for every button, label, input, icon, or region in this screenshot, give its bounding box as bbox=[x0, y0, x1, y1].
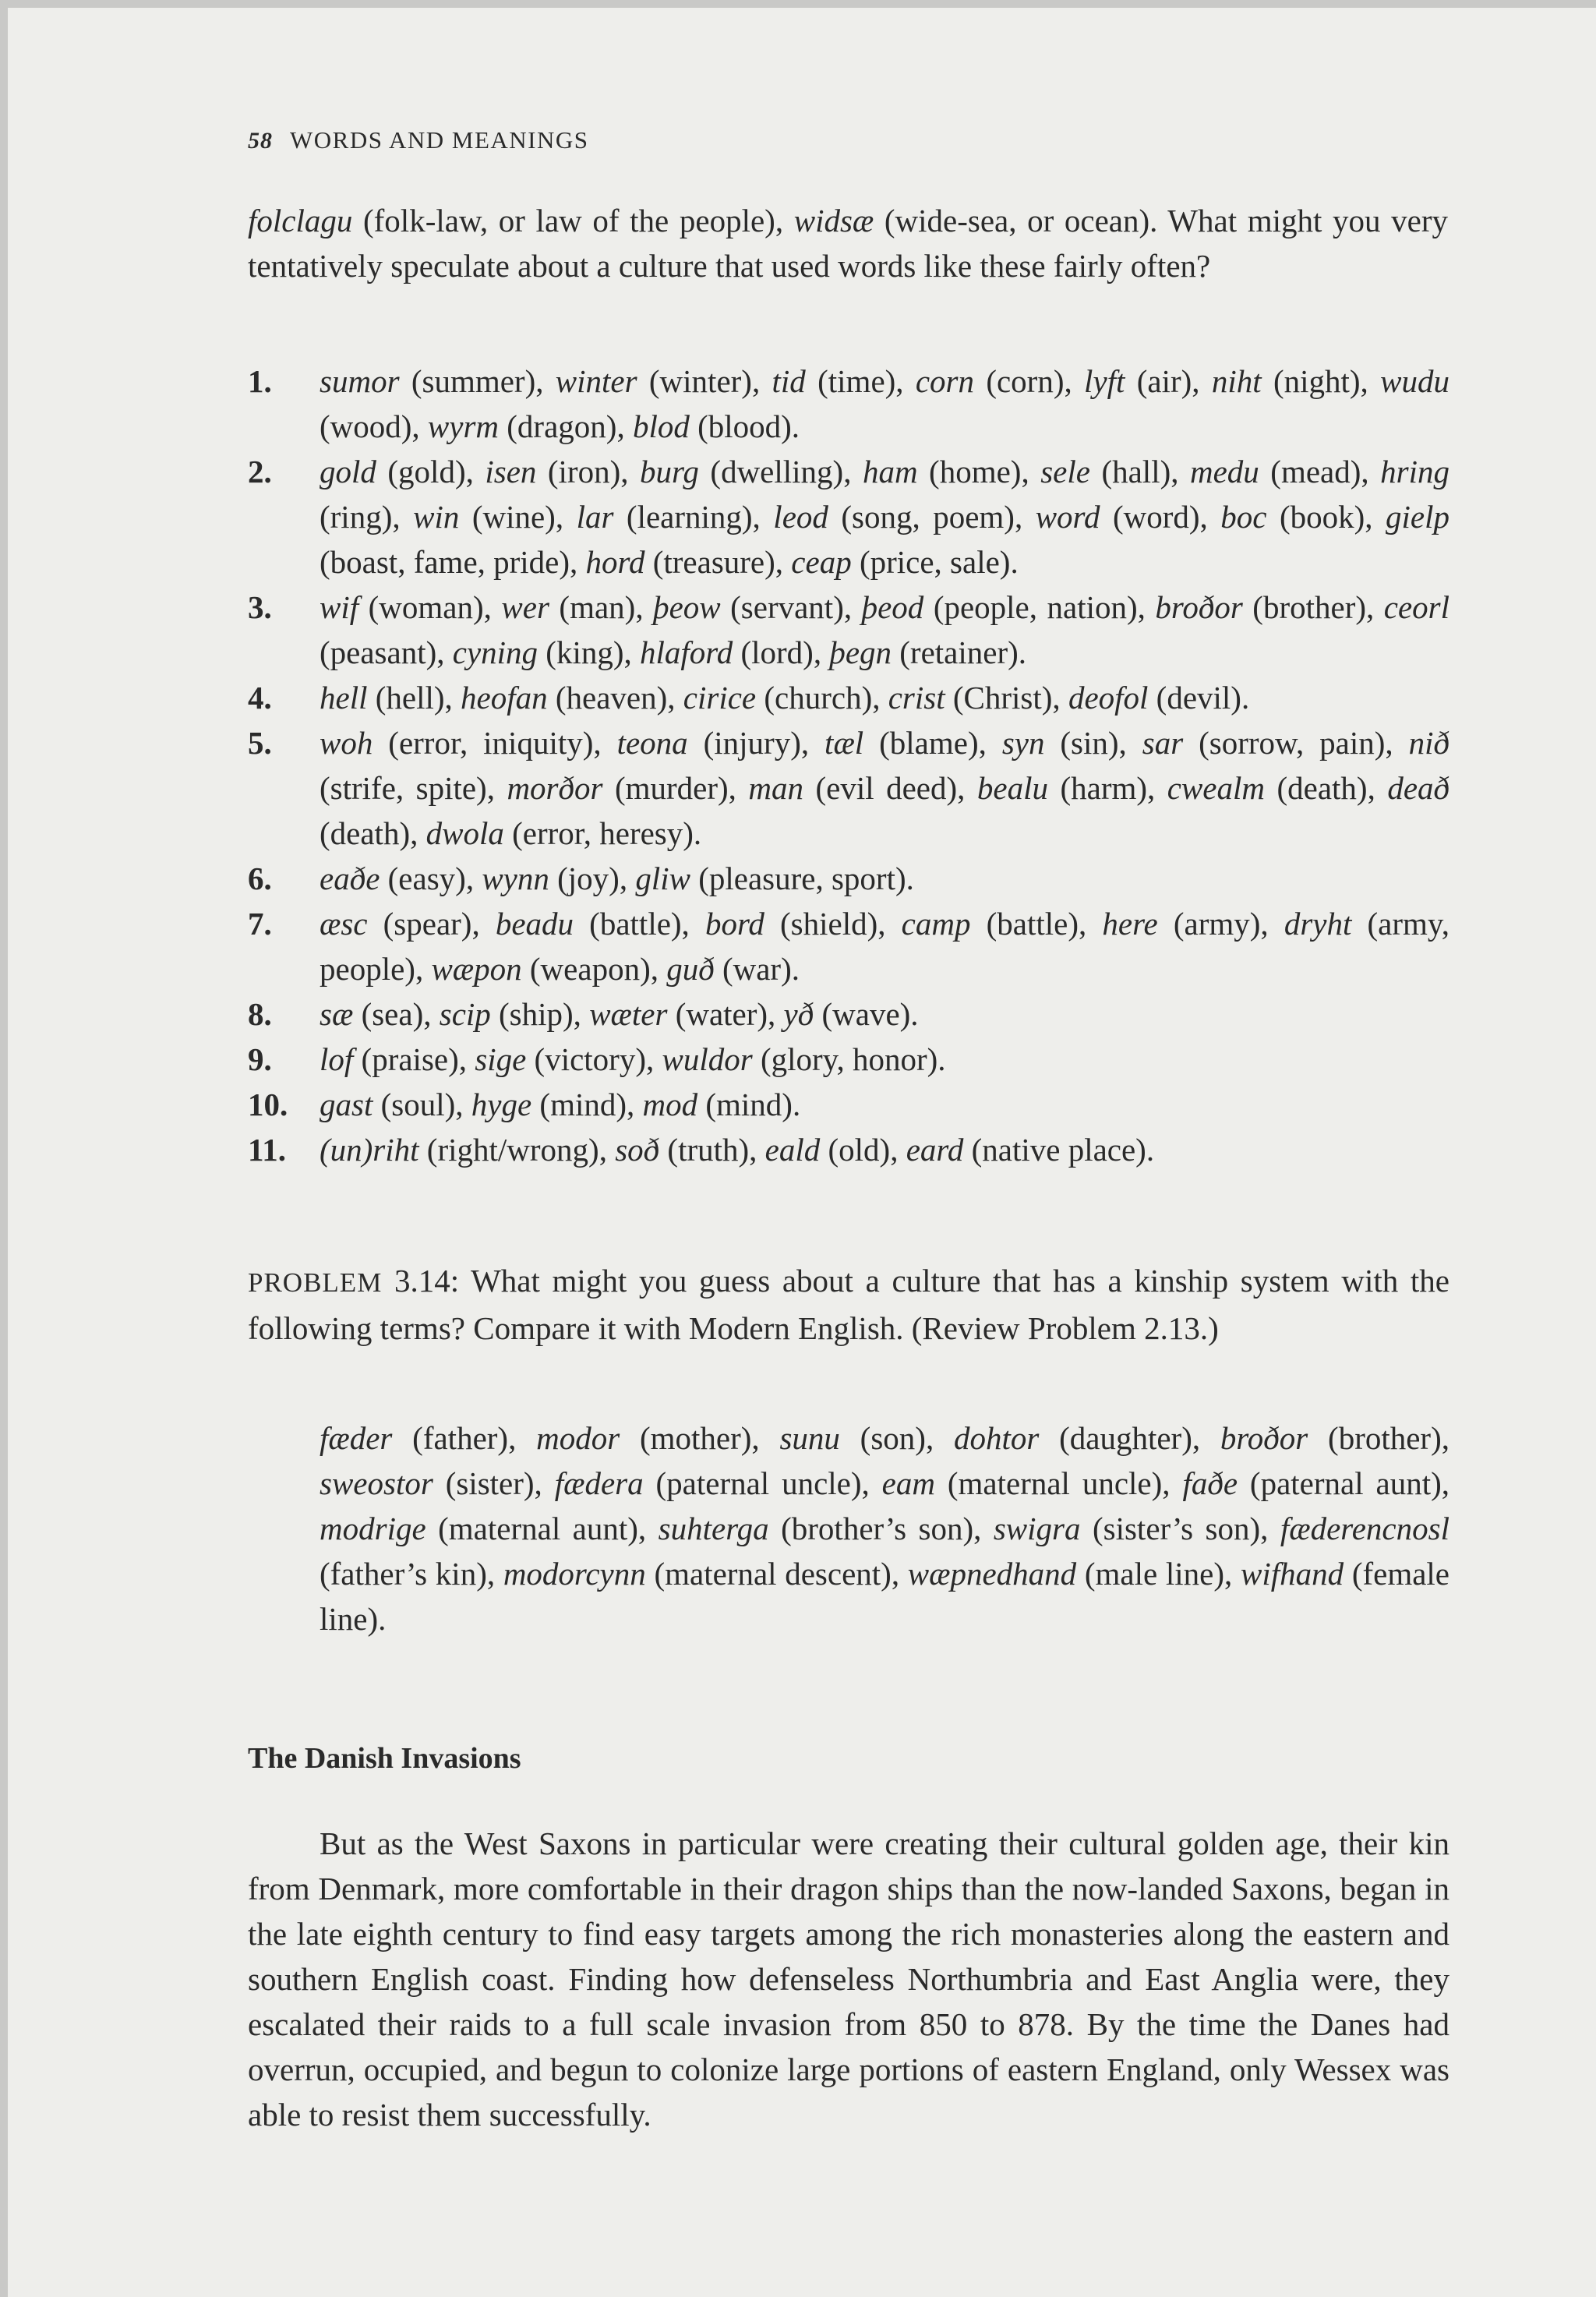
page-number: 58 bbox=[248, 128, 273, 154]
gloss-text: (mind), bbox=[531, 1087, 643, 1122]
gloss-text: (glory, honor). bbox=[752, 1041, 946, 1077]
old-english-word: dohtor bbox=[953, 1420, 1040, 1456]
gloss-text: (shield), bbox=[764, 906, 902, 942]
old-english-word: hring bbox=[1380, 454, 1449, 489]
list-item bbox=[248, 1127, 1449, 1172]
gloss-text: (sorrow, pain), bbox=[1183, 725, 1409, 761]
old-english-word: teona bbox=[616, 725, 688, 761]
gloss-text: (truth), bbox=[659, 1132, 765, 1168]
old-english-word: dwola bbox=[425, 815, 504, 851]
old-english-word: tid bbox=[772, 363, 806, 399]
old-english-word: wer bbox=[501, 589, 549, 625]
old-english-word: bord bbox=[704, 906, 764, 942]
gloss-text: (home), bbox=[917, 454, 1041, 489]
old-english-word: hord bbox=[585, 544, 645, 580]
gloss-text: (mead), bbox=[1259, 454, 1381, 489]
gloss-text: (army, people), bbox=[320, 906, 1449, 987]
list-item bbox=[248, 901, 1449, 991]
gloss-text: (maternal uncle), bbox=[934, 1465, 1183, 1501]
gloss-text: (corn), bbox=[974, 363, 1085, 399]
gloss-text: (son), bbox=[839, 1420, 954, 1456]
old-english-word: gielp bbox=[1386, 499, 1449, 535]
old-english-word: blod bbox=[632, 408, 690, 444]
gloss-text: (female line). bbox=[320, 1556, 1450, 1637]
gloss-text: (joy), bbox=[549, 860, 636, 896]
gloss-text: (boast, fame, pride), bbox=[320, 544, 586, 580]
list-number: 9. bbox=[248, 1041, 272, 1077]
gloss-text: (folk-law, or law of the people), bbox=[352, 203, 794, 239]
old-english-word: modorcynn bbox=[503, 1556, 646, 1592]
gloss-text: (hall), bbox=[1089, 454, 1190, 489]
gloss-text: (strife, spite), bbox=[320, 770, 507, 806]
gloss-text: (people, nation), bbox=[923, 589, 1156, 625]
gloss-text: (murder), bbox=[602, 770, 749, 806]
old-english-word: ceap bbox=[791, 544, 852, 580]
old-english-word: leod bbox=[773, 499, 828, 535]
list-number: 4. bbox=[248, 680, 272, 716]
gloss-text: (wine), bbox=[459, 499, 577, 535]
old-english-word: wynn bbox=[482, 860, 549, 896]
list-item bbox=[248, 1082, 1449, 1127]
old-english-word: here bbox=[1102, 906, 1158, 942]
gloss-text: (weapon), bbox=[521, 951, 667, 987]
gloss-text: (ship), bbox=[490, 996, 590, 1032]
gloss-text: (evil deed), bbox=[803, 770, 977, 806]
gloss-text: (death), bbox=[320, 815, 426, 851]
gloss-text: (army), bbox=[1157, 906, 1284, 942]
gloss-text: (summer), bbox=[399, 363, 556, 399]
list-number: 7. bbox=[248, 906, 272, 942]
old-english-word: wæter bbox=[589, 996, 668, 1032]
old-english-word: æsc bbox=[320, 906, 368, 942]
old-english-word: tæl bbox=[824, 725, 864, 761]
gloss-text: (book), bbox=[1266, 499, 1386, 535]
old-english-word: sunu bbox=[779, 1420, 840, 1456]
gloss-text: (maternal descent), bbox=[645, 1556, 908, 1592]
list-number: 1. bbox=[248, 363, 272, 399]
old-english-word: man bbox=[748, 770, 804, 806]
gloss-text: (servant), bbox=[720, 589, 862, 625]
gloss-text: (time), bbox=[805, 363, 916, 399]
gloss-text: (battle), bbox=[970, 906, 1103, 942]
gloss-text: (iron), bbox=[536, 454, 640, 489]
old-english-word: boc bbox=[1220, 499, 1267, 535]
old-english-word: gliw bbox=[635, 860, 690, 896]
gloss-text: (sister’s son), bbox=[1080, 1511, 1280, 1546]
old-english-word: lar bbox=[576, 499, 614, 535]
kinship-terms bbox=[320, 1415, 1449, 1641]
old-english-word: sweostor bbox=[320, 1465, 433, 1501]
old-english-word: cyning bbox=[452, 634, 538, 670]
gloss-text: (praise), bbox=[353, 1041, 475, 1077]
gloss-text: (air), bbox=[1125, 363, 1212, 399]
old-english-word: fæder bbox=[320, 1420, 393, 1456]
gloss-text: (maternal aunt), bbox=[425, 1511, 659, 1546]
gloss-text: (war). bbox=[714, 951, 800, 987]
section-paragraph: But as the West Saxons in particular were creating their cultural golden age, their kin from Denmark, more comfortable in their dragon ships than the now-landed Saxons, began in the late eighth century to find easy targets among the rich monasteries along the eastern and southern English coast. Finding how defenseless Northumbria and East Anglia were, they escalated their raids to a full scale invasion from 850 to 878. By the time the Danes had overrun, occupied, and begun to colonize large portions of eastern England, only Wessex was able to resist them successfully. bbox=[248, 1825, 1449, 2133]
old-english-word: burg bbox=[639, 454, 699, 489]
old-english-word: faðe bbox=[1182, 1465, 1238, 1501]
old-english-word: crist bbox=[888, 680, 945, 716]
old-english-word: heofan bbox=[461, 680, 548, 716]
old-english-word: wyrm bbox=[427, 408, 500, 444]
old-english-word: dryht bbox=[1284, 906, 1352, 942]
old-english-word: (un)riht bbox=[320, 1132, 419, 1168]
gloss-text: (brother), bbox=[1308, 1420, 1449, 1456]
gloss-text: (learning), bbox=[613, 499, 774, 535]
old-english-word: hlaford bbox=[640, 634, 733, 670]
old-english-word: ceorl bbox=[1383, 589, 1450, 625]
old-english-word: wifhand bbox=[1240, 1556, 1344, 1592]
old-english-word: syn bbox=[1001, 725, 1045, 761]
gloss-text: (price, sale). bbox=[851, 544, 1019, 580]
running-header bbox=[248, 126, 589, 154]
gloss-text: (woman), bbox=[358, 589, 502, 625]
old-english-word: bealu bbox=[976, 770, 1048, 806]
gloss-text: (ring), bbox=[320, 499, 414, 535]
gloss-text: (mother), bbox=[620, 1420, 780, 1456]
gloss-text: (death), bbox=[1265, 770, 1388, 806]
gloss-text: (wide-sea, or ocean). What might you very tentatively speculate about a culture that used words like these fairly often? bbox=[248, 203, 1449, 284]
gloss-text: (wave). bbox=[814, 996, 919, 1032]
old-english-word: morðor bbox=[507, 770, 603, 806]
old-english-word: sar bbox=[1142, 725, 1184, 761]
old-english-word: sige bbox=[475, 1041, 527, 1077]
old-english-word: widsæ bbox=[793, 203, 874, 239]
gloss-text: (retainer). bbox=[892, 634, 1027, 670]
gloss-text: (sea), bbox=[353, 996, 440, 1032]
list-item bbox=[248, 991, 1449, 1037]
gloss-text: (paternal aunt), bbox=[1238, 1465, 1449, 1501]
old-english-word: eald bbox=[764, 1132, 821, 1168]
old-english-word: wudu bbox=[1380, 363, 1449, 399]
old-english-word: hyge bbox=[471, 1087, 532, 1122]
gloss-text: (water), bbox=[667, 996, 784, 1032]
gloss-text: (pleasure, sport). bbox=[690, 860, 914, 896]
old-english-word: sumor bbox=[320, 363, 400, 399]
old-english-word: deofol bbox=[1068, 680, 1149, 716]
old-english-word: sæ bbox=[320, 996, 354, 1032]
gloss-text: (winter), bbox=[637, 363, 772, 399]
gloss-text: (hell), bbox=[367, 680, 461, 716]
intro-paragraph bbox=[248, 198, 1448, 288]
gloss-text: (victory), bbox=[526, 1041, 662, 1077]
old-english-word: lyft bbox=[1084, 363, 1125, 399]
old-english-word: folclagu bbox=[248, 203, 353, 239]
gloss-text: (song, poem), bbox=[828, 499, 1036, 535]
old-english-word: niht bbox=[1211, 363, 1262, 399]
gloss-text: (spear), bbox=[367, 906, 496, 942]
problem-statement bbox=[248, 1258, 1449, 1351]
old-english-word: wæpon bbox=[431, 951, 522, 987]
gloss-text: (right/wrong), bbox=[418, 1132, 616, 1168]
old-english-word: swigra bbox=[993, 1511, 1081, 1546]
old-english-word: guð bbox=[666, 951, 715, 987]
old-english-word: hell bbox=[320, 680, 368, 716]
problem-text: 3.14: What might you guess about a culture that has a kinship system with the following terms? Compare it with Modern English. (Review Problem 2.13.) bbox=[248, 1263, 1449, 1346]
old-english-word: eam bbox=[881, 1465, 935, 1501]
gloss-text: (church), bbox=[756, 680, 888, 716]
running-title: WORDS AND MEANINGS bbox=[290, 126, 589, 154]
gloss-text: (easy), bbox=[380, 860, 482, 896]
list-item bbox=[248, 720, 1449, 856]
gloss-text: (Christ), bbox=[945, 680, 1068, 716]
old-english-word: modor bbox=[536, 1420, 620, 1456]
old-english-word: þegn bbox=[829, 634, 892, 670]
gloss-text: (sin), bbox=[1044, 725, 1142, 761]
gloss-text: (harm), bbox=[1047, 770, 1167, 806]
list-number: 2. bbox=[248, 454, 272, 489]
gloss-text: (soul), bbox=[373, 1087, 471, 1122]
section-heading: The Danish Invasions bbox=[248, 1742, 521, 1775]
gloss-text: (lord), bbox=[733, 634, 830, 670]
old-english-word: scip bbox=[439, 996, 491, 1032]
old-english-word: woh bbox=[320, 725, 373, 761]
old-english-word: cirice bbox=[683, 680, 757, 716]
old-english-word: winter bbox=[555, 363, 637, 399]
gloss-text: (battle), bbox=[574, 906, 705, 942]
gloss-text: (paternal uncle), bbox=[643, 1465, 882, 1501]
gloss-text: (daughter), bbox=[1039, 1420, 1220, 1456]
gloss-text: (king), bbox=[538, 634, 640, 670]
gloss-text: (blood). bbox=[689, 408, 800, 444]
old-english-word: camp bbox=[901, 906, 971, 942]
old-english-word: gold bbox=[320, 454, 376, 489]
gloss-text: (night), bbox=[1261, 363, 1381, 399]
list-number: 5. bbox=[248, 725, 272, 761]
gloss-text: (gold), bbox=[376, 454, 486, 489]
book-page bbox=[8, 8, 1596, 2297]
problem-label: PROBLEM bbox=[248, 1267, 383, 1298]
old-english-word: wif bbox=[320, 589, 359, 625]
old-english-word: ham bbox=[862, 454, 918, 489]
old-english-word: suhterga bbox=[658, 1511, 769, 1546]
gloss-text: (sister), bbox=[433, 1465, 555, 1501]
old-english-word: cwealm bbox=[1167, 770, 1265, 806]
old-english-word: mod bbox=[642, 1087, 698, 1122]
gloss-text: (devil). bbox=[1148, 680, 1250, 716]
old-english-word: þeow bbox=[653, 589, 721, 625]
list-number: 8. bbox=[248, 996, 272, 1032]
gloss-text: (wood), bbox=[320, 408, 428, 444]
list-item bbox=[248, 359, 1449, 449]
gloss-text: (blame), bbox=[863, 725, 1002, 761]
gloss-text: (father’s kin), bbox=[320, 1556, 503, 1592]
old-english-word: broðor bbox=[1155, 589, 1243, 625]
old-english-word: medu bbox=[1189, 454, 1259, 489]
gloss-text: (injury), bbox=[687, 725, 825, 761]
old-english-word: corn bbox=[915, 363, 975, 399]
old-english-word: broðor bbox=[1220, 1420, 1308, 1456]
old-english-word: eard bbox=[906, 1132, 964, 1168]
gloss-text: (dragon), bbox=[499, 408, 633, 444]
old-english-word: deað bbox=[1387, 770, 1450, 806]
list-number: 10. bbox=[248, 1087, 288, 1122]
old-english-word: nið bbox=[1408, 725, 1450, 761]
old-english-word: wuldor bbox=[662, 1041, 753, 1077]
gloss-text: (mind). bbox=[697, 1087, 801, 1122]
gloss-text: (word), bbox=[1100, 499, 1221, 535]
old-english-word: sele bbox=[1040, 454, 1090, 489]
gloss-text: (brother), bbox=[1242, 589, 1384, 625]
old-english-word: lof bbox=[320, 1041, 354, 1077]
gloss-text: (male line), bbox=[1076, 1556, 1241, 1592]
list-number: 11. bbox=[248, 1132, 286, 1168]
old-english-word: gast bbox=[320, 1087, 373, 1122]
gloss-text: (man), bbox=[549, 589, 654, 625]
gloss-text: (father), bbox=[392, 1420, 537, 1456]
gloss-text: (error, heresy). bbox=[503, 815, 702, 851]
gloss-text: (error, iniquity), bbox=[373, 725, 617, 761]
list-item bbox=[248, 1037, 1449, 1082]
list-item bbox=[248, 585, 1449, 675]
old-english-word: soð bbox=[615, 1132, 660, 1168]
gloss-text: (native place). bbox=[963, 1132, 1155, 1168]
list-number: 3. bbox=[248, 589, 272, 625]
old-english-word: eaðe bbox=[320, 860, 380, 896]
old-english-word: fædera bbox=[554, 1465, 644, 1501]
gloss-text: (old), bbox=[820, 1132, 906, 1168]
old-english-word: beadu bbox=[495, 906, 574, 942]
list-number: 6. bbox=[248, 860, 272, 896]
gloss-text: (peasant), bbox=[320, 634, 453, 670]
gloss-text: (heaven), bbox=[547, 680, 683, 716]
gloss-text: (dwelling), bbox=[698, 454, 863, 489]
old-english-word: modrige bbox=[320, 1511, 426, 1546]
list-item bbox=[248, 856, 1449, 901]
old-english-word: fæderencnosl bbox=[1280, 1511, 1449, 1546]
old-english-word: isen bbox=[485, 454, 537, 489]
old-english-word: word bbox=[1035, 499, 1100, 535]
old-english-word: yð bbox=[783, 996, 814, 1032]
old-english-word: win bbox=[413, 499, 460, 535]
list-item bbox=[248, 449, 1449, 585]
old-english-word: þeod bbox=[861, 589, 924, 625]
old-english-word: wæpnedhand bbox=[907, 1556, 1077, 1592]
word-list bbox=[248, 359, 1449, 1172]
gloss-text: (brother’s son), bbox=[768, 1511, 994, 1546]
list-item bbox=[248, 675, 1449, 720]
gloss-text: (treasure), bbox=[644, 544, 792, 580]
